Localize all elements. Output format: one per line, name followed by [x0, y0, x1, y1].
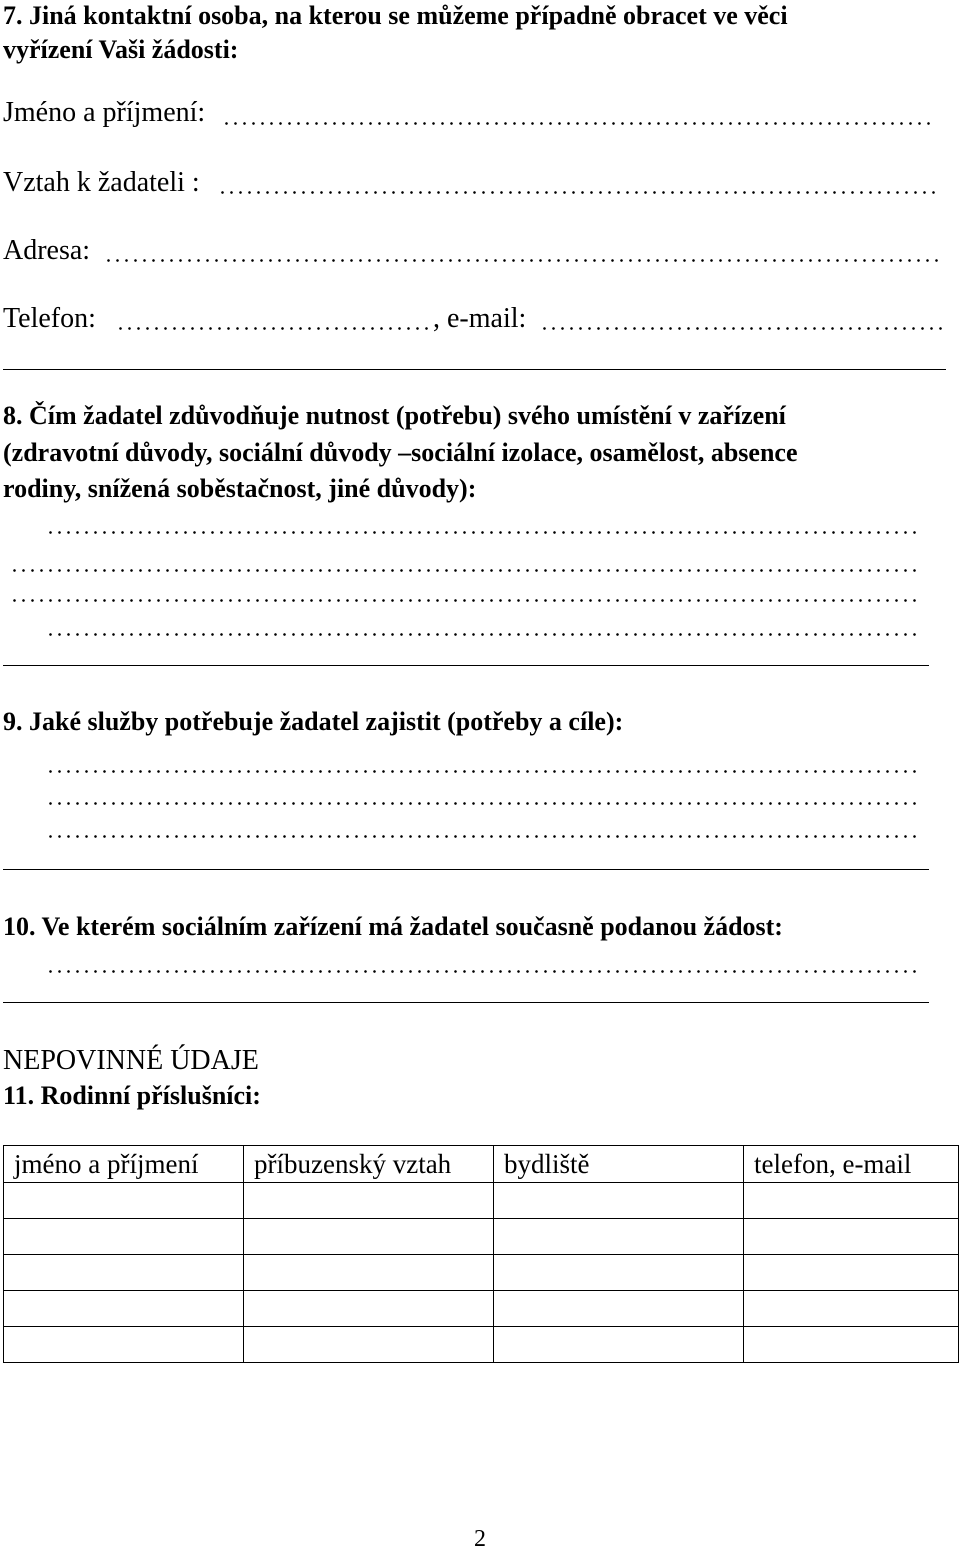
table-cell[interactable] — [494, 1291, 744, 1327]
section9-fill-line-2[interactable] — [46, 802, 922, 805]
phone-fill-line[interactable] — [116, 327, 432, 330]
table-row[interactable] — [4, 1183, 959, 1219]
column-header-relation: příbuzenský vztah — [244, 1146, 494, 1183]
section9-heading: 9. Jaké služby potřebuje žadatel zajistit (potřeby a cíle): — [3, 707, 624, 736]
table-cell[interactable] — [744, 1327, 959, 1363]
table-row[interactable] — [4, 1327, 959, 1363]
table-cell[interactable] — [244, 1219, 494, 1255]
optional-data-label: NEPOVINNÉ ÚDAJE — [3, 1045, 259, 1076]
address-fill-line[interactable] — [104, 259, 938, 262]
section8-fill-line-3[interactable] — [10, 599, 922, 602]
section8-heading-line1: 8. Čím žadatel zdůvodňuje nutnost (potřebu) svého umístění v zařízení — [3, 401, 786, 430]
page-number: 2 — [474, 1526, 486, 1552]
section9-divider — [3, 869, 929, 870]
name-fill-line[interactable] — [222, 122, 932, 125]
table-cell[interactable] — [244, 1327, 494, 1363]
section8-fill-line-4[interactable] — [46, 633, 916, 636]
table-cell[interactable] — [4, 1291, 244, 1327]
section8-heading-line3: rodiny, snížená soběstačnost, jiné důvody): — [3, 474, 477, 503]
table-cell[interactable] — [244, 1255, 494, 1291]
section7-divider — [3, 369, 946, 370]
table-cell[interactable] — [494, 1219, 744, 1255]
table-row[interactable] — [4, 1255, 959, 1291]
relation-fill-line[interactable] — [218, 191, 936, 194]
section11-heading: 11. Rodinní příslušníci: — [3, 1081, 261, 1110]
section10-divider — [3, 1002, 929, 1003]
table-cell[interactable] — [494, 1327, 744, 1363]
column-header-residence: bydliště — [494, 1146, 744, 1183]
relation-label: Vztah k žadateli : — [3, 167, 200, 198]
table-cell[interactable] — [4, 1255, 244, 1291]
table-cell[interactable] — [744, 1219, 959, 1255]
table-cell[interactable] — [4, 1219, 244, 1255]
column-header-name: jméno a příjmení — [4, 1146, 244, 1183]
section8-heading-line2: (zdravotní důvody, sociální důvody –sociální izolace, osamělost, absence — [3, 438, 798, 467]
address-label: Adresa: — [3, 235, 91, 266]
table-cell[interactable] — [494, 1255, 744, 1291]
table-cell[interactable] — [244, 1183, 494, 1219]
table-cell[interactable] — [4, 1183, 244, 1219]
section9-fill-line-3[interactable] — [46, 835, 922, 838]
email-label: , e-mail: — [433, 303, 527, 334]
email-fill-line[interactable] — [540, 327, 944, 330]
phone-label: Telefon: — [3, 303, 96, 334]
table-row[interactable] — [4, 1291, 959, 1327]
table-row[interactable] — [4, 1219, 959, 1255]
section8-divider — [3, 665, 929, 666]
name-label: Jméno a příjmení: — [3, 97, 206, 128]
table-cell[interactable] — [744, 1255, 959, 1291]
section10-fill-line[interactable] — [46, 970, 922, 973]
table-cell[interactable] — [744, 1291, 959, 1327]
family-members-table — [3, 1145, 959, 1363]
table-cell[interactable] — [4, 1327, 244, 1363]
section8-fill-line-2[interactable] — [10, 569, 922, 572]
section7-heading-line2: vyřízení Vaši žádosti: — [3, 35, 239, 64]
section7-heading-line1: 7. Jiná kontaktní osoba, na kterou se můžeme případně obracet ve věci — [3, 1, 788, 30]
section10-heading: 10. Ve kterém sociálním zařízení má žadatel současně podanou žádost: — [3, 912, 783, 941]
table-cell[interactable] — [244, 1291, 494, 1327]
table-cell[interactable] — [744, 1183, 959, 1219]
section8-fill-line-1[interactable] — [46, 531, 922, 534]
column-header-contact: telefon, e-mail — [744, 1146, 959, 1183]
table-header-row — [4, 1146, 959, 1183]
table-cell[interactable] — [494, 1183, 744, 1219]
section9-fill-line-1[interactable] — [46, 770, 922, 773]
